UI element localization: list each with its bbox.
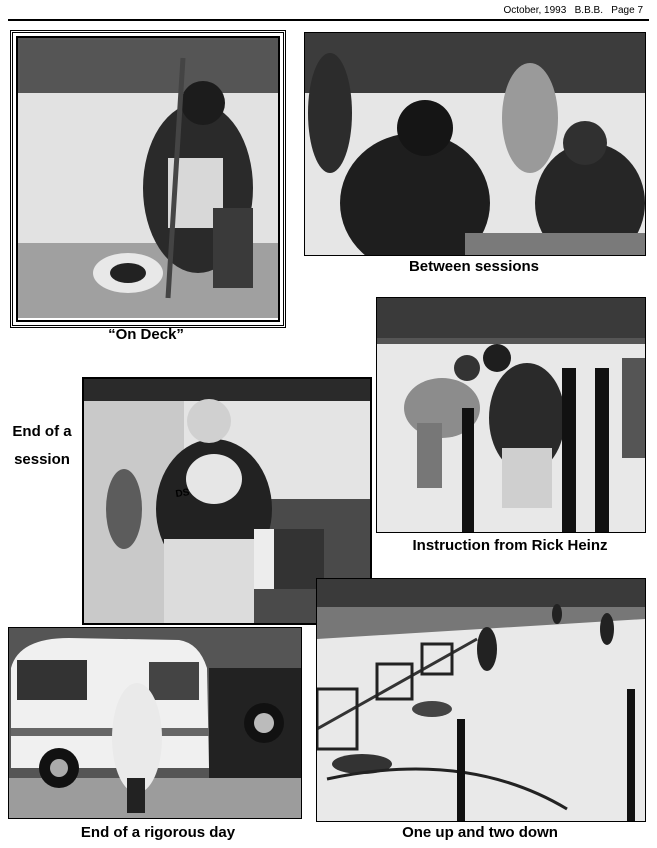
caption-end-of-session (4, 418, 80, 474)
rigorous-day-photo (8, 627, 302, 819)
on-deck-photo (18, 38, 278, 318)
on-deck-photo-frame (10, 30, 286, 328)
caption-instruction: Instruction from Rick Heinz (412, 537, 608, 554)
header-rule (8, 19, 649, 21)
caption-end-of-session-line1: End of a (12, 423, 72, 440)
caption-on-deck: “On Deck” (108, 326, 184, 343)
ds-jersey-text: DS (174, 487, 191, 500)
caption-end-of-session-line2: session (14, 451, 70, 468)
one-up-two-down-photo (316, 578, 646, 822)
instruction-photo (376, 297, 646, 533)
caption-rigorous-day: End of a rigorous day (80, 824, 236, 841)
page-header: October, 1993 B.B.B. Page 7 (503, 5, 643, 16)
caption-one-up-two-down: One up and two down (402, 824, 558, 841)
between-sessions-photo (304, 32, 646, 256)
caption-between-sessions: Between sessions (408, 258, 540, 275)
